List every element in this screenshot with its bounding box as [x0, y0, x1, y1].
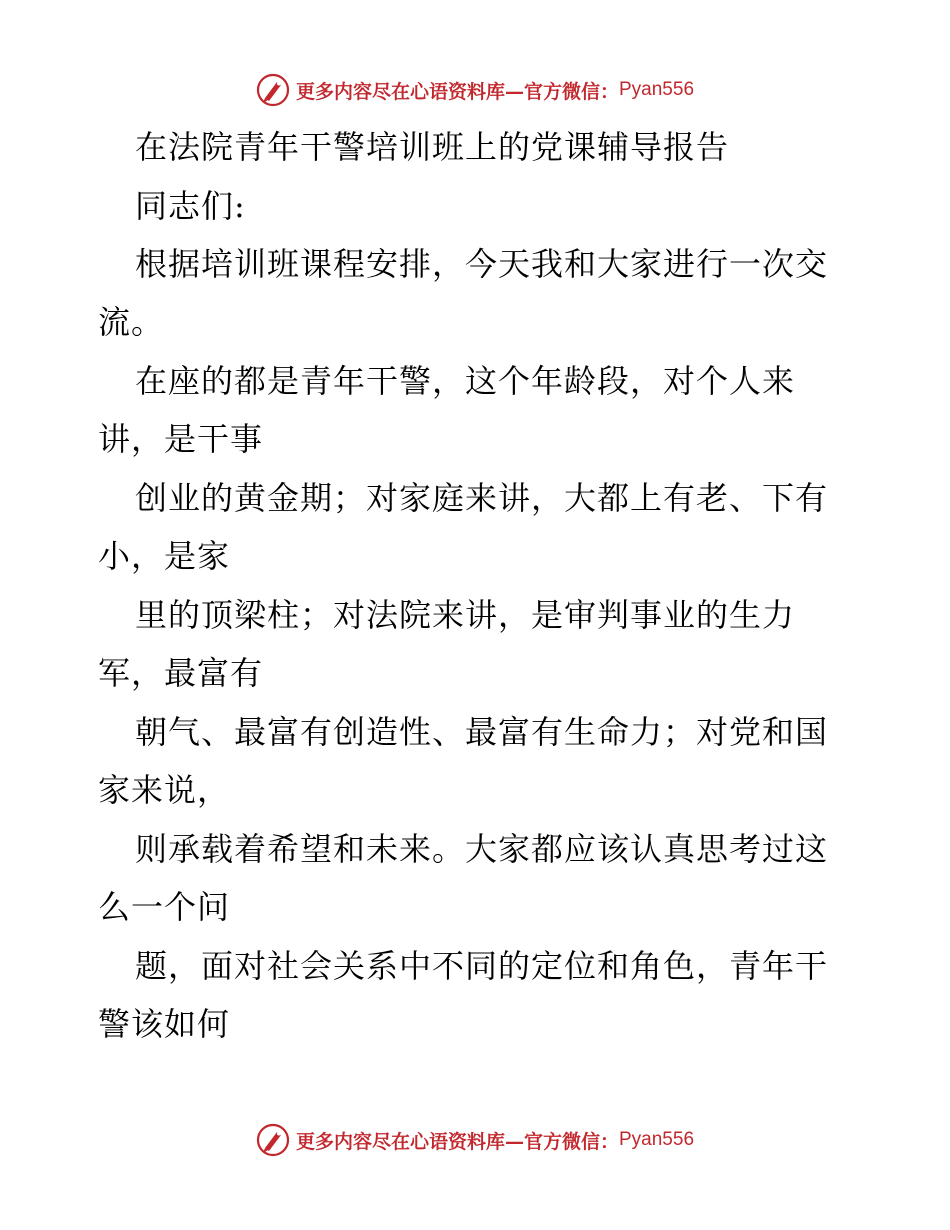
watermark-text: 更多内容尽在心语资料库—官方微信：: [295, 1130, 619, 1153]
paragraph-line: 讲，是干事: [98, 420, 264, 458]
watermark-account: Pyan556: [619, 79, 695, 100]
paragraph-line: 根据培训班课程安排，今天我和大家进行一次交: [135, 245, 829, 283]
paragraph-line: 里的顶梁柱；对法院来讲，是审判事业的生力: [135, 596, 796, 634]
watermark-account: Pyan556: [619, 1129, 695, 1150]
paragraph-line: 么一个问: [98, 888, 231, 926]
paragraph-line: 则承载着希望和未来。大家都应该认真思考过这: [135, 830, 829, 868]
watermark-text: 更多内容尽在心语资料库—官方微信：: [295, 80, 619, 103]
paragraph-line: 题，面对社会关系中不同的定位和角色，青年干: [135, 947, 829, 985]
document-title: 在法院青年干警培训班上的党课辅导报告: [135, 128, 730, 166]
paragraph-line: 创业的黄金期；对家庭来讲，大都上有老、下有: [135, 479, 829, 517]
footer-watermark: [0, 1120, 950, 1160]
paragraph-line: 流。: [98, 303, 165, 341]
salutation: 同志们:: [135, 187, 246, 225]
paragraph-line: 小，是家: [98, 537, 231, 575]
paragraph-line: 军，最富有: [98, 654, 264, 692]
pen-logo-icon: [256, 1123, 290, 1157]
paragraph-line: 警该如何: [98, 1005, 231, 1043]
paragraph-line: 朝气、最富有创造性、最富有生命力；对党和国: [135, 713, 829, 751]
paragraph-line: 在座的都是青年干警，这个年龄段，对个人来: [135, 362, 796, 400]
paragraph-line: 家来说，: [98, 771, 231, 809]
